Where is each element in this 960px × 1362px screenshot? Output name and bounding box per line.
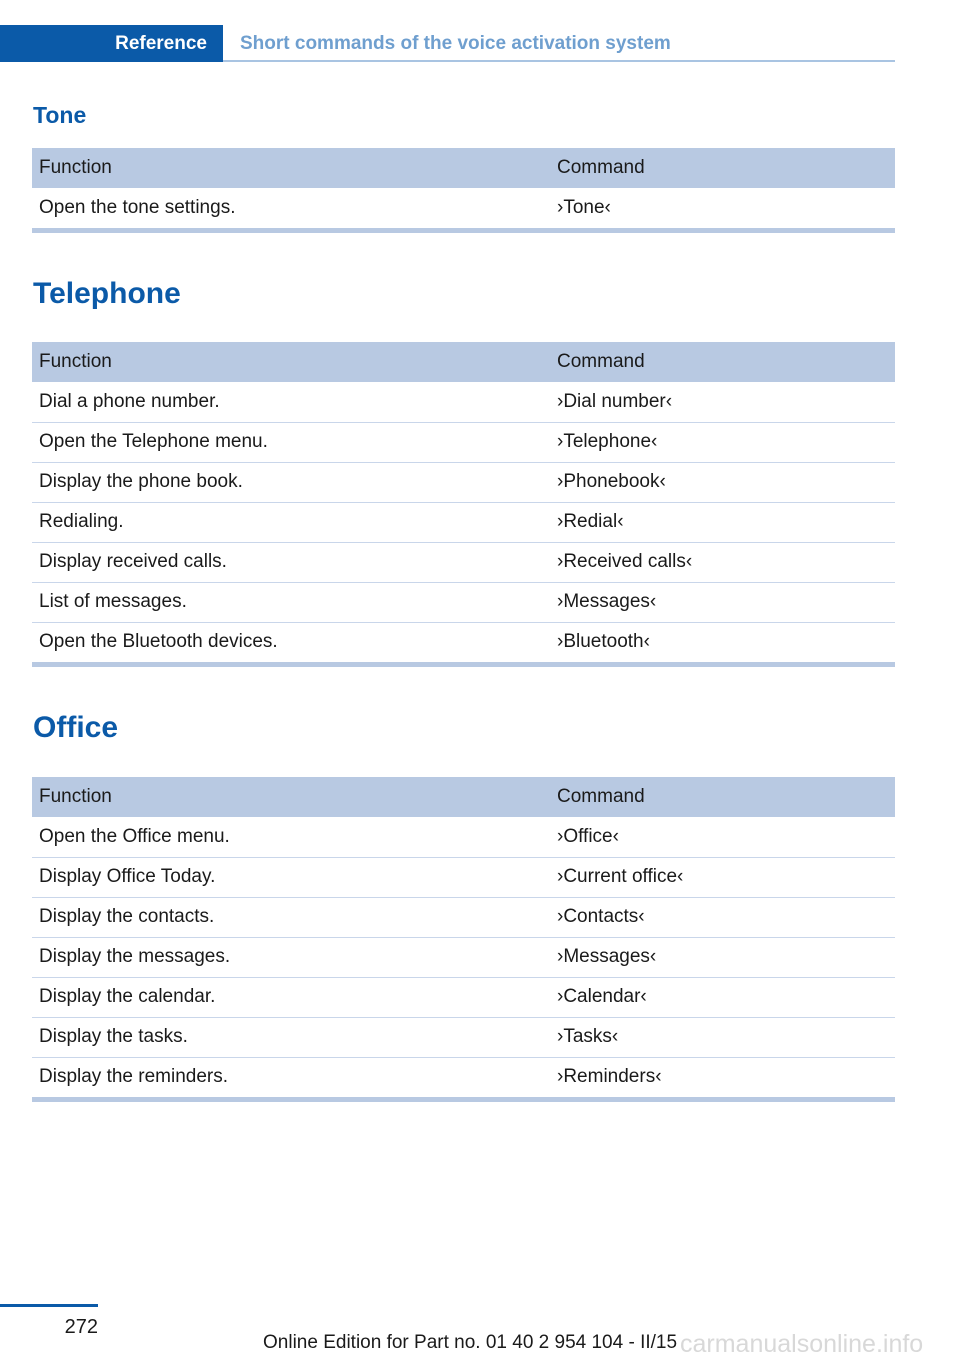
function-cell: Open the Telephone menu. bbox=[32, 422, 550, 462]
command-cell: ›Messages‹ bbox=[550, 937, 895, 977]
office-table-end-rule bbox=[32, 1097, 895, 1102]
command-cell: ›Dial number‹ bbox=[550, 382, 895, 422]
function-cell: List of messages. bbox=[32, 582, 550, 622]
header-rule bbox=[223, 60, 895, 62]
column-header-command: Command bbox=[550, 148, 895, 188]
command-cell: ›Messages‹ bbox=[550, 582, 895, 622]
command-cell: ›Tone‹ bbox=[557, 197, 611, 218]
table-row bbox=[32, 502, 895, 542]
table-row bbox=[32, 622, 895, 662]
function-cell: Display the phone book. bbox=[32, 462, 550, 502]
table-row bbox=[32, 582, 895, 622]
command-cell: ›Office‹ bbox=[550, 817, 895, 857]
column-header-command: Command bbox=[550, 342, 895, 382]
function-cell: Display the messages. bbox=[32, 937, 550, 977]
function-cell: Open the tone settings. bbox=[39, 197, 236, 218]
function-cell: Display the contacts. bbox=[32, 897, 550, 937]
command-cell: ›Calendar‹ bbox=[550, 977, 895, 1017]
table-row bbox=[32, 382, 895, 422]
table-row bbox=[32, 422, 895, 462]
command-cell: ›Bluetooth‹ bbox=[557, 631, 650, 653]
page-number: 272 bbox=[64, 1316, 98, 1338]
table-row bbox=[32, 857, 895, 897]
table-row bbox=[32, 897, 895, 937]
column-header-command: Command bbox=[550, 777, 895, 817]
table-row bbox=[32, 188, 895, 228]
table-row bbox=[32, 1057, 895, 1097]
page-header bbox=[0, 25, 895, 62]
table-row bbox=[32, 977, 895, 1017]
column-header-function: Function bbox=[32, 342, 550, 382]
office-heading: Office bbox=[33, 711, 119, 744]
header-section-tab: Reference bbox=[0, 25, 223, 62]
function-cell: Dial a phone number. bbox=[32, 382, 550, 422]
edition-note: Online Edition for Part no. 01 40 2 954 104 - II/15 bbox=[263, 1332, 678, 1353]
command-cell: ›Contacts‹ bbox=[550, 897, 895, 937]
tone-heading: Tone bbox=[33, 102, 87, 128]
command-cell: ›Telephone‹ bbox=[550, 422, 895, 462]
command-cell: ›Received calls‹ bbox=[550, 542, 895, 582]
column-header-function: Function bbox=[32, 148, 550, 188]
table-header-row bbox=[32, 342, 895, 382]
footer-rule bbox=[0, 1304, 98, 1307]
table-row bbox=[32, 1017, 895, 1057]
function-cell: Open the Office menu. bbox=[32, 817, 550, 857]
function-cell: Redialing. bbox=[32, 502, 550, 542]
function-cell: Open the Bluetooth devices. bbox=[39, 631, 278, 653]
table-header-row bbox=[32, 148, 895, 188]
function-cell: Display Office Today. bbox=[32, 857, 550, 897]
column-header-function: Function bbox=[32, 777, 550, 817]
header-chapter-title: Short commands of the voice activation system bbox=[240, 33, 671, 54]
tone-table bbox=[32, 148, 895, 228]
table-row bbox=[32, 542, 895, 582]
function-cell: Display received calls. bbox=[32, 542, 550, 582]
function-cell: Display the calendar. bbox=[32, 977, 550, 1017]
command-cell: ›Tasks‹ bbox=[550, 1017, 895, 1057]
table-row bbox=[32, 462, 895, 502]
telephone-table bbox=[32, 342, 895, 662]
telephone-table-end-rule bbox=[32, 662, 895, 667]
table-header-row bbox=[32, 777, 895, 817]
tone-table-end-rule bbox=[32, 228, 895, 233]
command-cell: ›Reminders‹ bbox=[557, 1066, 662, 1088]
telephone-heading: Telephone bbox=[33, 277, 181, 310]
office-table bbox=[32, 777, 895, 1097]
function-cell: Display the reminders. bbox=[39, 1066, 229, 1088]
table-row bbox=[32, 937, 895, 977]
command-cell: ›Current office‹ bbox=[550, 857, 895, 897]
function-cell: Display the tasks. bbox=[32, 1017, 550, 1057]
command-cell: ›Redial‹ bbox=[550, 502, 895, 542]
table-row bbox=[32, 817, 895, 857]
command-cell: ›Phonebook‹ bbox=[550, 462, 895, 502]
watermark: carmanualsonline.info bbox=[680, 1330, 924, 1358]
